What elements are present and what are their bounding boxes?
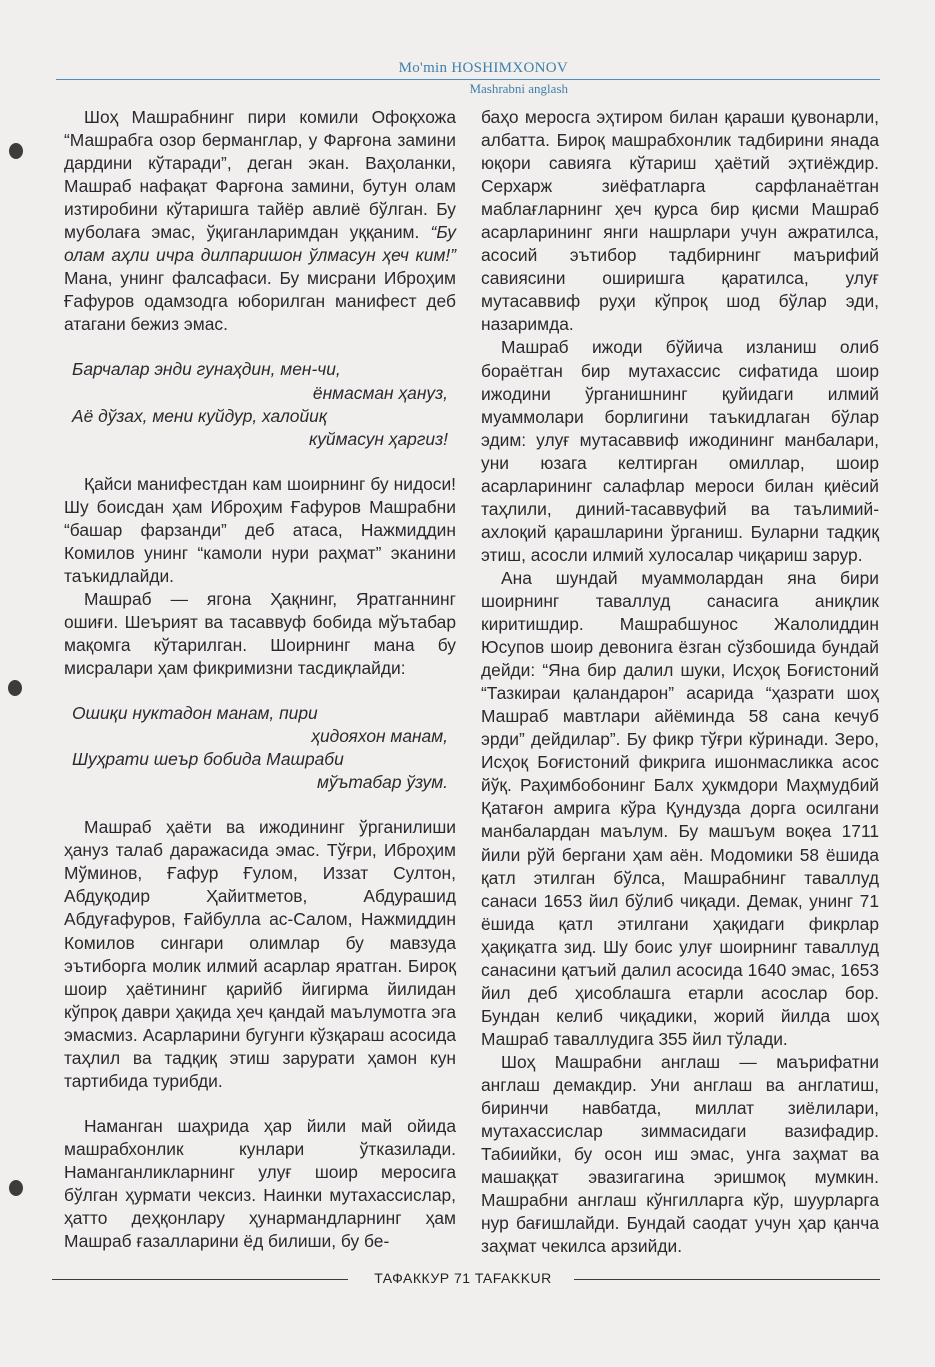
paragraph: Машраб ҳаёти ва ижодининг ўрганилиши ҳануз талаб даражасида эмас. Тўғри, Иброҳим Мўминов, Ғафур Ғулом, Иззат Султон, Абдуқодир Ҳайитметов, Абдурашид Абдуғафуров, Ғайбулла ас-Салом, Нажмиддин Комилов сингари олимлар бу мавзуда эътиборга молик илмий асарлар яратган. Бироқ шоир ҳаётининг қарийб йигирма йилидан кўпроқ даври ҳақида ҳеч қандай маълумотга эга эмасмиз. Асарларини бугунги кўзқараш асосида таҳлил ва тадқиқ этиш зарурати ҳамон кун тартибида турибди. [64, 817, 456, 1091]
verse-line: куймасун ҳаргиз! [309, 428, 448, 449]
author-name: Mo'min HOSHIMXONOV [398, 60, 568, 76]
verse-line: Ошиқи нуктадон манам, пири [72, 703, 318, 724]
paragraph: Шоҳ Машрабни англаш — маърифатни англаш демакдир. Уни англаш ва англатиш, биринчи навбатда, миллат зиёлилари, мутахассислар зиммасидаги вазифадир. Табиийки, бу осон иш эмас, унга заҳмат ва машаққат эвазигагина эришмоқ мумкин. Машрабни англаш кўнгилларга кўр, шуурларга нур бағишлайди. Бундай саодат учун ҳар қанча заҳмат чекилса арзийди. [481, 1051, 879, 1257]
verse-block [64, 358, 456, 450]
paragraph: баҳо меросга эҳтиром билан қараши қувонарли, албатта. Бироқ машрабхонлик тадбирини янада юқори савияга кўтариш ҳаётий эҳтиёждир. Серхарж зиёфатларга сарфланаётган маблағларнинг ҳеч қурса бир қисми Машраб асарларининг янги нашрлари учун ажратилса, асосий эътибор тадбирнинг маърифий савиясини оширишга қаратилса, улуғ мутасаввиф руҳи кўпроқ шод бўлар эди, назаримда. [481, 107, 879, 335]
binder-hole [9, 143, 23, 159]
paragraph: Шоҳ Машрабнинг пири комили Офоқхожа “Машрабга озор берманглар, у Фарғона замини дардини кўтаради”, деган экан. Ваҳоланки, Машраб нафақат Фарғона замини, бутун олам изтиробини кўтаришга тайёр авлиё бўлган. Бу муболаға эмас, ўқиганларимдан уққаним. “Бу олам аҳли ичра дилпаришон ўлмасун ҳеч ким!” Мана, унинг фалсафаси. Бу мисрани Иброҳим Ғафуров одамзодга юборилган манифест деб атагани бежиз эмас. [64, 107, 456, 335]
verse-block [64, 702, 456, 794]
verse-line: мўътабар ўзум. [317, 772, 448, 793]
header-rule [56, 79, 880, 80]
binder-hole [8, 680, 22, 696]
paragraph: Ана шундай муаммолардан яна бири шоирнинг таваллуд санасига аниқлик киритишдир. Машрабшунос Жалолиддин Юсупов шоир девонига ёзган сўзбошида бундай дейди: “Яна бир далил шуки, Исҳоқ Боғистоний “Тазкираи қаландарон” асарида “ҳазрати шоҳ Машраб мавтлари айёминда 58 сана кечуб эрди” дейдилар”. Бу фикр тўғри кўринади. Зеро, Исҳоқ Боғистоний фикрига ишонмасликка асос йўқ. Раҳимбобонинг Балх ҳукмдори Маҳмудбий Қатағон амрига кўра Қундузда дорга осилгани манбалардан маълум. Бу машъум воқеа 1711 йили рўй бергани ҳам аён. Модомики 58 ёшида қатл этилган бўлса, Машрабнинг таваллуд санаси 1653 йил бўлиб чиқади. Демак, унинг 71 ёшида қатл этилгани ҳақидаги фикрлар ҳақиқатга зид. Шу боис улуғ шоирнинг таваллуд санасини қатъий далил асосида 1640 эмас, 1653 йил деб ҳисоблашга етарли асослар бор. Бундан келиб чиқадики, жорий йилда шоҳ Машраб таваллудига 355 йил тўлади. [481, 567, 879, 1049]
verse-line: ёнмасман ҳануз, [312, 382, 448, 403]
verse-line: Аё дўзах, мени куйдур, халойиқ [72, 405, 328, 426]
footer-page-label: ТАФАККУР 71 TAFAKKUR [374, 1270, 552, 1286]
right-column [481, 106, 879, 1258]
article-title: Mashrabni anglash [469, 81, 568, 96]
running-header [56, 60, 880, 100]
footer-rule-right [574, 1279, 880, 1280]
footer-rule-left [52, 1279, 348, 1280]
binder-hole [9, 1180, 23, 1196]
paragraph: Машраб — ягона Ҳақнинг, Яратганнинг ошиғи. Шеърият ва тасаввуф бобида мўътабар мақомга кўтарилган. Шоирнинг мана бу мисралари ҳам фикримизни тасдиқлайди: [64, 588, 456, 679]
paragraph: Машраб ижоди бўйича изланиш олиб бораётган бир мутахассис сифатида шоир ижодини ўрганишнинг қуйидаги илмий муаммолари борлигини таъкидлаган бўлар эдим: улуғ мутасаввиф ижодининг манбалари, уни юзага келтирган омиллар, шоир асарларининг салафлар мероси билан қиёсий таҳлили, диний-тасаввуфий ва таълимий-ахлоқий қарашларини ўрганиш. Буларни тадқиқ этиш, асосли илмий хулосалар чиқариш зарур. [481, 337, 879, 565]
left-column [64, 106, 456, 1253]
verse-line: ҳидояхон манам, [311, 726, 448, 747]
paragraph: Қайси манифестдан кам шоирнинг бу нидоси! Шу боисдан ҳам Иброҳим Ғафуров Машрабни “башар фарзанди” деб атаса, Нажмиддин Комилов унинг “камоли нури раҳмат” эканини таъкидлайди. [64, 473, 456, 586]
verse-line: Шуҳрати шеър бобида Машраби [72, 749, 344, 770]
page-footer [52, 1270, 880, 1290]
verse-line: Барчалар энди гунаҳдин, мен-чи, [72, 359, 341, 380]
paragraph: Наманган шаҳрида ҳар йили май ойида машрабхонлик кунлари ўтказилади. Наманганликларнинг улуғ шоир меросига бўлган ҳурмати чексиз. Наинки мутахассислар, ҳатто деҳқонлару ҳунармандларнинг ҳам Машраб ғазалларини ёд билиши, бу бе- [64, 1115, 456, 1252]
quoted-verse: “Бу олам аҳли ичра дилпаришон ўлмасун ҳеч ким!” [64, 222, 456, 266]
